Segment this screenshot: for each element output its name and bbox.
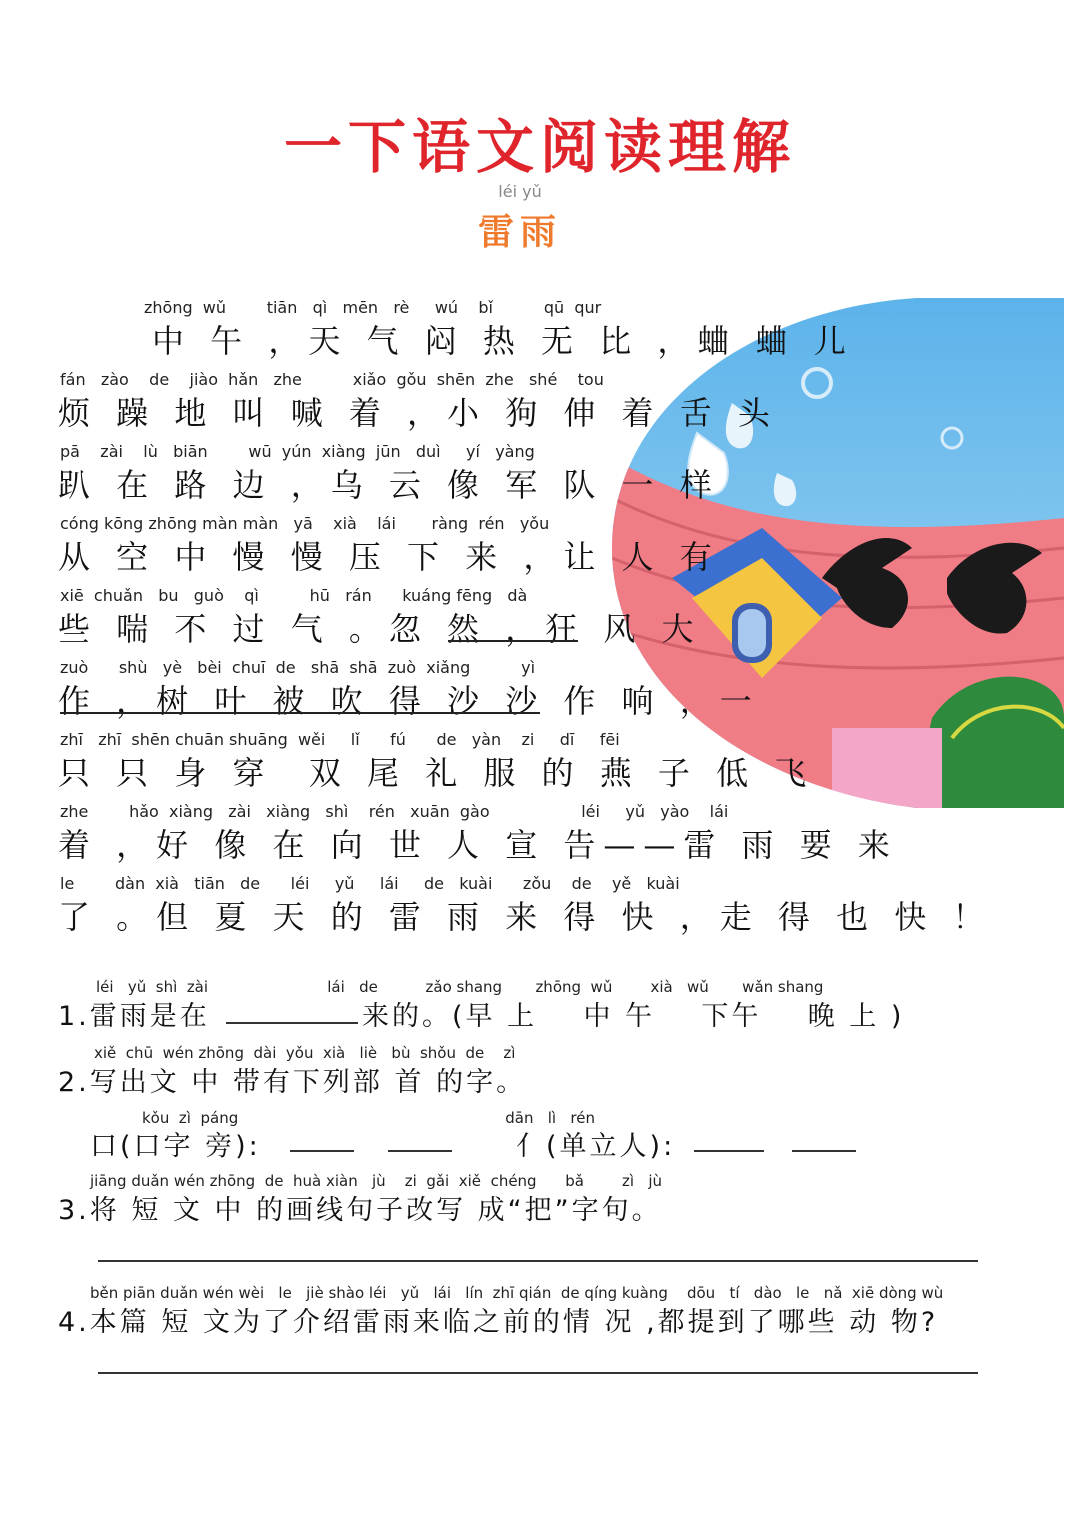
- passage-line-pinyin: zhōng wǔ tiān qì mēn rè wú bǐ qū qur: [144, 298, 602, 317]
- passage-line-text: 只 只 身 穿 双 尾 礼 服 的 燕 子 低 飞: [58, 754, 815, 792]
- question-2-text: 2.写出文 中 带有下列部 首 的字。: [58, 1067, 527, 1098]
- passage-line-text: 作 ，树 叶 被 吹 得 沙 沙 作 响 ，一: [58, 682, 760, 720]
- passage-line-text: 着 ，好 像 在 向 世 人 宣 告——雷 雨 要 来: [58, 826, 898, 864]
- question-3-text: 3.将 短 文 中 的画线句子改写 成“把”字句。: [58, 1195, 662, 1226]
- passage-line-pinyin: zhī zhī shēn chuān shuāng wěi lǐ fú de yàn zi dī fēi: [60, 730, 620, 749]
- question-3-pinyin: jiāng duǎn wén zhōng de huà xiàn jù zi gǎi xiě chéng bǎ zì jù: [90, 1172, 663, 1190]
- story-title: 雷雨: [477, 212, 562, 253]
- kou-answer-blank-2[interactable]: [388, 1150, 452, 1152]
- question-1-pinyin: léi yǔ shì zài lái de zǎo shang zhōng wǔ xià wǔ wǎn shang: [96, 978, 824, 996]
- passage-line-text: 烦 躁 地 叫 喊 着 ，小 狗 伸 着 舌 头: [58, 394, 778, 432]
- passage-line-text: 中 午 ，天 气 闷 热 无 比 ，蛐 蛐 儿: [152, 322, 854, 360]
- worksheet-title: 一下语文阅读理解: [283, 113, 796, 181]
- passage-line-text: 趴 在 路 边 ，乌 云 像 军 队 一 样: [58, 466, 720, 504]
- question-2-sub-pinyin: kǒu zì páng dān lì rén: [142, 1109, 595, 1127]
- subtitle-pinyin: léi yǔ: [498, 182, 542, 201]
- passage-line-text: 些 喘 不 过 气 。忽 然 ，狂 风 大: [58, 610, 702, 648]
- passage-line-text: 从 空 中 慢 慢 压 下 来 ，让 人 有: [58, 538, 720, 576]
- kou-answer-blank-1[interactable]: [290, 1150, 354, 1152]
- passage-line-pinyin: zuò shù yè bèi chuī de shā shā zuò xiǎng yì: [60, 658, 536, 677]
- question-1-answer-blank[interactable]: [226, 1022, 358, 1024]
- radical-ren-label: 亻(单立人):: [516, 1131, 676, 1162]
- passage-line-pinyin: zhe hǎo xiàng zài xiàng shì rén xuān gào léi yǔ yào lái: [60, 802, 729, 821]
- ren-answer-blank-1[interactable]: [694, 1150, 764, 1152]
- radical-kou-label: 口(口字 旁):: [90, 1131, 261, 1162]
- passage-line-pinyin: fán zào de jiào hǎn zhe xiǎo gǒu shēn zhe shé tou: [60, 370, 604, 389]
- underline-mark-2: [60, 712, 540, 714]
- question-1-prefix: 1.雷雨是在: [58, 1001, 210, 1032]
- question-4-answer-line[interactable]: [98, 1372, 978, 1374]
- passage-line-pinyin: pā zài lù biān wū yún xiàng jūn duì yí yàng: [60, 442, 535, 461]
- passage-line-pinyin: le dàn xià tiān de léi yǔ lái de kuài zǒu de yě kuài: [60, 874, 680, 893]
- ren-answer-blank-2[interactable]: [792, 1150, 856, 1152]
- question-2-pinyin: xiě chū wén zhōng dài yǒu xià liè bù shǒu de zì: [94, 1044, 516, 1062]
- passage-line-pinyin: cóng kōng zhōng màn màn yā xià lái ràng rén yǒu: [60, 514, 550, 533]
- question-4-pinyin: běn piān duǎn wén wèi le jiè shào léi yǔ lái lín zhī qián de qíng kuàng dōu tí dào le nǎ xiē dòng wù: [90, 1284, 944, 1302]
- passage-line-pinyin: xiē chuǎn bu guò qì hū rán kuáng fēng dà: [60, 586, 528, 605]
- question-4-text: 4.本篇 短 文为了介绍雷雨来临之前的情 况 ,都提到了哪些 动 物?: [58, 1307, 939, 1338]
- underline-mark-1: [448, 640, 578, 642]
- question-1-options: 来的。(早 上 中 午 下午 晚 上 ): [362, 1001, 905, 1032]
- passage-line-text: 了 。但 夏 天 的 雷 雨 来 得 快 ，走 得 也 快 ！: [58, 898, 993, 936]
- question-3-answer-line[interactable]: [98, 1260, 978, 1262]
